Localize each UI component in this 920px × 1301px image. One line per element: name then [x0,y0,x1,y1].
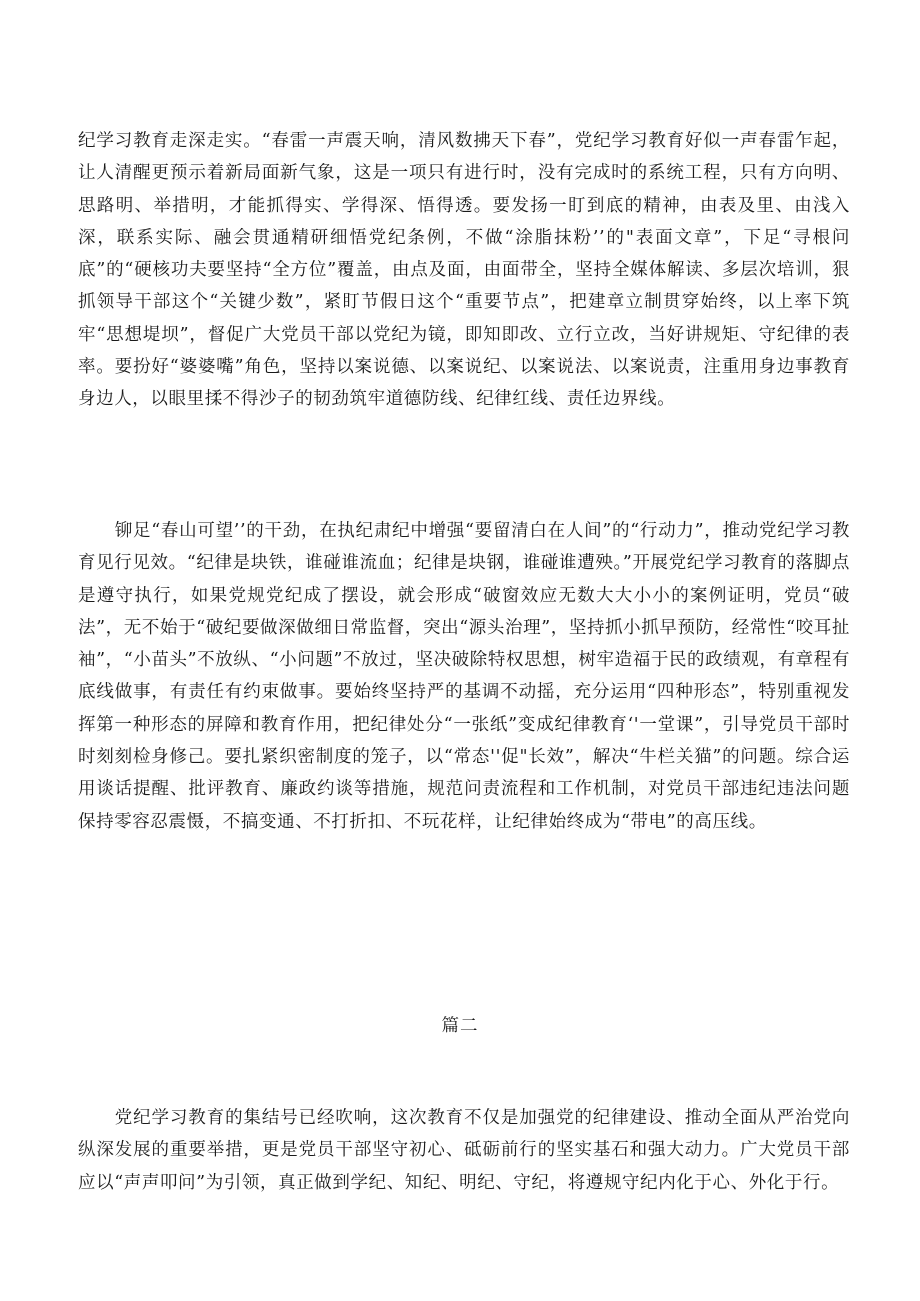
section-heading: 篇二 [441,1016,479,1036]
paragraph-2: 铆足“春山可望’’的干劲，在执纪肃纪中增强“要留清白在人间”的“行动力”，推动党纪学习教育见行见效。“纪律是块铁，谁碰谁流血；纪律是块钢，谁碰谁遭殃。”开展党纪学习教育的落脚点是遵守执行，如果党规党纪成了摆设，就会形成“破窗效应无数大大小小的案例证明，党员“破法”，无不始于“破纪要做深做细日常监督，突出“源头治理”，坚持抓小抓早预防，经常性“咬耳扯袖”，“小苗头”不放纵、“小问题”不放过，坚决破除特权思想，树牢造福于民的政绩观，有章程有底线做事，有责任有约束做事。要始终坚持严的基调不动摇，充分运用“四种形态”，特别重视发挥第一种形态的屏障和教育作用，把纪律处分“一张纸”变成纪律教育‘'一堂课”，引导党员干部时时刻刻检身修己。要扎紧织密制度的笼子，以“常态''促"长效”，解决“牛栏关猫”的问题。综合运用谈话提醒、批评教育、廉政约谈等措施，规范问责流程和工作机制，对党员干部违纪违法问题保持零容忍震慑，不搞变通、不打折扣、不玩花样，让纪律始终成为“带电”的高压线。 [78,521,850,832]
paragraph-3: 党纪学习教育的集结号已经吹响，这次教育不仅是加强党的纪律建设、推动全面从严治党向纵深发展的重要举措，更是党员干部坚守初心、砥砺前行的坚实基石和强大动力。广大党员干部应以“声声叩问”为引领，真正做到学纪、知纪、明纪、守纪，将遵规守纪内化于心、外化于行。 [78,1108,850,1193]
paragraph-1: 纪学习教育走深走实。“春雷一声震天响，清风数拂天下春”，党纪学习教育好似一声春雷乍起，让人清醒更预示着新局面新气象，这是一项只有进行时，没有完成时的系统工程，只有方向明、思路明、举措明，才能抓得实、学得深、悟得透。要发扬一盯到底的精神，由表及里、由浅入深，联系实际、融会贯通精研细悟党纪条例，不做“涂脂抹粉’’的"表面文章”，下足“寻根问底”的“硬核功夫要坚持“全方位”覆盖，由点及面，由面带全，坚持全媒体解读、多层次培训，狠抓领导干部这个“关键少数”，紧盯节假日这个“重要节点”，把建章立制贯穿始终，以上率下筑牢“思想堤坝”，督促广大党员干部以党纪为镜，即知即改、立行立改，当好讲规矩、守纪律的表率。要扮好“婆婆嘴”角色，坚持以案说德、以案说纪、以案说法、以案说责，注重用身边事教育身边人，以眼里揉不得沙子的韧劲筑牢道德防线、纪律红线、责任边界线。 [78,131,850,410]
